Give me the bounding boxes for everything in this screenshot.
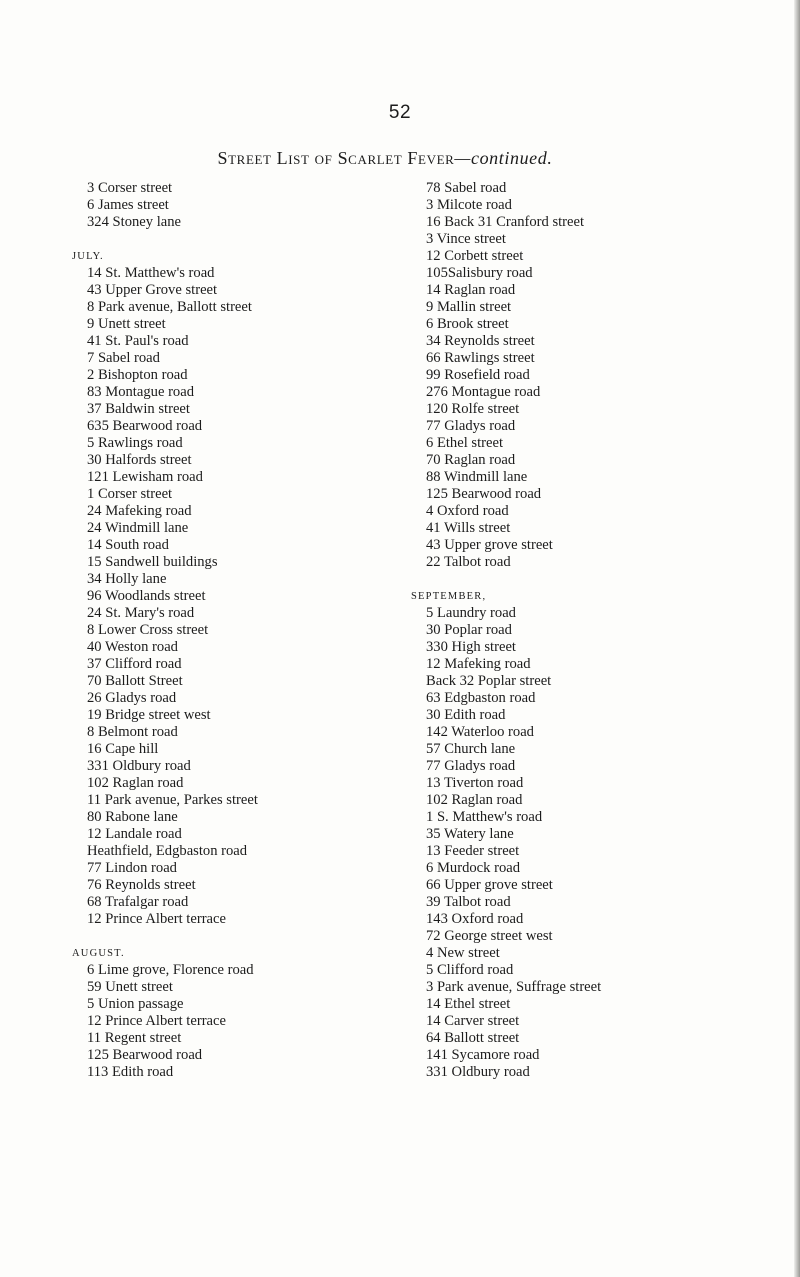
street-entry: 8 Belmont road (87, 724, 178, 740)
street-entry: 12 Prince Albert terrace (87, 1013, 226, 1029)
heading-title: Street List of Scarlet Fever (217, 148, 455, 168)
street-entry: 26 Gladys road (87, 690, 177, 706)
street-entry: 6 Lime grove, Florence road (87, 962, 254, 978)
street-entry: 635 Bearwood road (87, 418, 203, 434)
street-entry: 6 Brook street (426, 316, 509, 332)
street-entry: 37 Clifford road (87, 656, 182, 672)
street-entry: 12 Landale road (87, 826, 182, 842)
spacer (422, 571, 722, 588)
street-entry: 22 Talbot road (426, 554, 511, 570)
street-entry: 77 Gladys road (426, 418, 516, 434)
street-entry: 8 Lower Cross street (87, 622, 209, 638)
street-entry: 72 George street west (426, 928, 553, 944)
street-entry: 30 Halfords street (87, 452, 192, 468)
spacer (83, 928, 383, 945)
street-entry: 34 Reynolds street (426, 333, 535, 349)
street-entry: 77 Lindon road (87, 860, 177, 876)
page-edge-shadow (794, 0, 800, 1277)
street-entry: 76 Reynolds street (87, 877, 196, 893)
street-entry: 19 Bridge street west (87, 707, 211, 723)
street-entry: 324 Stoney lane (87, 214, 182, 230)
street-entry: 102 Raglan road (87, 775, 184, 791)
street-entry: 14 Ethel street (426, 996, 511, 1012)
street-entry: 13 Feeder street (426, 843, 520, 859)
street-entry: 41 Wills street (426, 520, 511, 536)
right-column (411, 180, 722, 1081)
street-entry: 14 South road (87, 537, 169, 553)
street-entry: 14 Raglan road (426, 282, 516, 298)
street-entry: 70 Ballott Street (87, 673, 183, 689)
street-entry: 1 S. Matthew's road (426, 809, 543, 825)
street-entry: 30 Edith road (426, 707, 506, 723)
month-heading-july: JULY. (72, 251, 104, 262)
street-entry: 14 St. Matthew's road (87, 265, 215, 281)
street-entry: 3 Vince street (426, 231, 506, 247)
month-heading-august: AUGUST. (72, 948, 125, 959)
street-entry: 40 Weston road (87, 639, 178, 655)
street-entry: 37 Baldwin street (87, 401, 190, 417)
street-entry: 3 Corser street (87, 180, 173, 196)
street-entry: 39 Talbot road (426, 894, 511, 910)
street-entry: 80 Rabone lane (87, 809, 178, 825)
street-entry: 77 Gladys road (426, 758, 516, 774)
street-entry: 4 New street (426, 945, 500, 961)
street-entry: 34 Holly lane (87, 571, 167, 587)
street-entry: 66 Upper grove street (426, 877, 553, 893)
street-entry: 330 High street (426, 639, 516, 655)
street-entry: 2 Bishopton road (87, 367, 188, 383)
street-entry: 83 Montague road (87, 384, 194, 400)
street-entry: 88 Windmill lane (426, 469, 528, 485)
street-entry: 59 Unett street (87, 979, 173, 995)
right-initial-list (422, 180, 722, 571)
street-entry: 11 Park avenue, Parkes street (87, 792, 258, 808)
street-entry: 3 Park avenue, Suffrage street (426, 979, 602, 995)
street-entry: 331 Oldbury road (87, 758, 191, 774)
street-entry: 63 Edgbaston road (426, 690, 536, 706)
heading-continued: —continued. (454, 148, 553, 168)
street-entry: 78 Sabel road (426, 180, 507, 196)
street-entry: 43 Upper Grove street (87, 282, 218, 298)
street-entry: 16 Back 31 Cranford street (426, 214, 585, 230)
july-list (83, 265, 383, 928)
spacer (83, 231, 383, 248)
street-entry: 12 Corbett street (426, 248, 524, 264)
street-entry: 24 Mafeking road (87, 503, 192, 519)
street-entry: 15 Sandwell buildings (87, 554, 218, 570)
street-entry: 16 Cape hill (87, 741, 159, 757)
street-entry: 276 Montague road (426, 384, 541, 400)
street-entry: 64 Ballott street (426, 1030, 520, 1046)
street-entry: 12 Prince Albert terrace (87, 911, 226, 927)
street-entry: 125 Bearwood road (87, 1047, 203, 1063)
street-entry: 11 Regent street (87, 1030, 182, 1046)
street-entry: 12 Mafeking road (426, 656, 531, 672)
street-entry: 5 Clifford road (426, 962, 514, 978)
street-entry: 5 Rawlings road (87, 435, 183, 451)
street-entry: 141 Sycamore road (426, 1047, 540, 1063)
street-entry: 331 Oldbury road (426, 1064, 530, 1080)
street-entry: 102 Raglan road (426, 792, 523, 808)
street-entry: 96 Woodlands street (87, 588, 206, 604)
street-entry: 3 Milcote road (426, 197, 512, 213)
street-entry: 105Salisbury road (426, 265, 533, 281)
street-entry: 35 Watery lane (426, 826, 514, 842)
street-entry: Heathfield, Edgbaston road (87, 843, 248, 859)
street-entry: 13 Tiverton road (426, 775, 524, 791)
left-initial-list (83, 180, 383, 231)
street-entry: 5 Union passage (87, 996, 184, 1012)
september-list (422, 605, 722, 1081)
street-entry: 24 Windmill lane (87, 520, 189, 536)
left-column (72, 180, 383, 1081)
street-entry: Back 32 Poplar street (426, 673, 552, 689)
august-list (83, 962, 383, 1081)
street-entry: 24 St. Mary's road (87, 605, 195, 621)
street-entry: 41 St. Paul's road (87, 333, 189, 349)
street-entry: 14 Carver street (426, 1013, 520, 1029)
street-entry: 125 Bearwood road (426, 486, 542, 502)
street-entry: 113 Edith road (87, 1064, 174, 1080)
street-entry: 1 Corser street (87, 486, 173, 502)
page-number: 52 (388, 102, 412, 123)
street-entry: 30 Poplar road (426, 622, 512, 638)
street-entry: 9 Mallin street (426, 299, 512, 315)
street-entry: 70 Raglan road (426, 452, 516, 468)
street-entry: 99 Rosefield road (426, 367, 530, 383)
street-entry: 9 Unett street (87, 316, 166, 332)
street-entry: 5 Laundry road (426, 605, 516, 621)
street-entry: 6 James street (87, 197, 169, 213)
street-entry: 66 Rawlings street (426, 350, 535, 366)
street-entry: 6 Murdock road (426, 860, 521, 876)
street-entry: 57 Church lane (426, 741, 516, 757)
street-entry: 8 Park avenue, Ballott street (87, 299, 252, 315)
street-entry: 68 Trafalgar road (87, 894, 189, 910)
street-entry: 120 Rolfe street (426, 401, 520, 417)
page-heading (0, 148, 770, 169)
street-entry: 43 Upper grove street (426, 537, 553, 553)
street-entry: 4 Oxford road (426, 503, 509, 519)
street-entry: 6 Ethel street (426, 435, 503, 451)
month-heading-september: SEPTEMBER, (411, 591, 487, 602)
street-entry: 121 Lewisham road (87, 469, 203, 485)
street-entry: 143 Oxford road (426, 911, 524, 927)
street-entry: 142 Waterloo road (426, 724, 534, 740)
street-entry: 7 Sabel road (87, 350, 160, 366)
